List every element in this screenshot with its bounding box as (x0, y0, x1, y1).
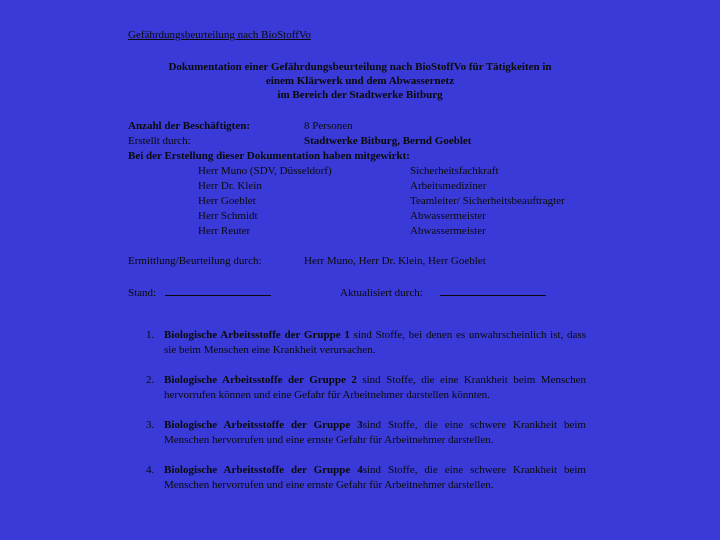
group-heading: Biologische Arbeitsstoffe der Gruppe 4 (164, 464, 363, 476)
group-number: 2. (146, 374, 155, 386)
contributor-name: Herr Goeblet (198, 195, 256, 207)
group-heading: Biologische Arbeitsstoffe der Gruppe 2 (164, 374, 357, 386)
assessment-value: Herr Muno, Herr Dr. Klein, Herr Goeblet (304, 255, 486, 267)
updated-blank-line (440, 285, 546, 296)
document-header: Gefährdungsbeurteilung nach BioStoffVo (128, 29, 311, 41)
contributor-name: Herr Reuter (198, 225, 251, 237)
group-item (146, 328, 586, 358)
created-label: Erstellt durch: (128, 135, 191, 147)
group-description: sind Stoffe, die eine Krankheit beim Menschen hervorrufen können und eine Gefahr für Arbeitnehmer darstellen könnten. (164, 374, 586, 401)
contributor-name: Herr Schmidt (198, 210, 258, 222)
contributor-name: Herr Dr. Klein (198, 180, 262, 192)
group-number: 3. (146, 419, 155, 431)
contributor-role: Arbeitsmediziner (410, 180, 487, 192)
contributor-role: Abwassermeister (410, 225, 486, 237)
contributors-label: Bei der Erstellung dieser Dokumentation haben mitgewirkt: (128, 150, 410, 162)
group-heading: Biologische Arbeitsstoffe der Gruppe 3 (164, 419, 363, 431)
document-title (120, 60, 600, 102)
title-line-2: einem Klärwerk und dem Abwassernetz (265, 75, 455, 87)
stand-blank-line (165, 285, 271, 296)
stand-label: Stand: (128, 287, 157, 299)
group-heading: Biologische Arbeitsstoffe der Gruppe 1 (164, 329, 350, 341)
title-line-1: Dokumentation einer Gefährdungsbeurteilung nach BioStoffVo für Tätigkeiten in (168, 61, 552, 73)
group-number: 1. (146, 329, 155, 341)
group-description: sind Stoffe, die eine schwere Krankheit beim Menschen hervorrufen und eine ernste Gefahr für Arbeitnehmer darstellen. (164, 419, 586, 446)
employees-label: Anzahl der Beschäftigten: (128, 120, 251, 132)
group-item (146, 463, 586, 493)
group-description: sind Stoffe, die eine schwere Krankheit beim Menschen hervorrufen und eine ernste Gefahr für Arbeitnehmer darstellen. (164, 464, 586, 491)
created-value: Stadtwerke Bitburg, Bernd Goeblet (304, 135, 472, 147)
group-item (146, 373, 586, 403)
updated-label: Aktualisiert durch: (340, 287, 423, 299)
contributor-role: Teamleiter/ Sicherheitsbeauftragter (410, 195, 565, 207)
contributor-role: Abwassermeister (410, 210, 486, 222)
employees-value: 8 Personen (304, 120, 353, 132)
updated-field (340, 285, 546, 300)
group-item (146, 418, 586, 448)
contributor-name: Herr Muno (SDV, Düsseldorf) (198, 165, 332, 177)
contributor-role: Sicherheitsfachkraft (410, 165, 499, 177)
title-line-3: im Bereich der Stadtwerke Bitburg (277, 89, 443, 101)
group-description: sind Stoffe, bei denen es unwahrscheinlich ist, dass sie beim Menschen eine Krankheit verursachen. (164, 329, 586, 356)
assessment-label: Ermittlung/Beurteilung durch: (128, 255, 262, 267)
group-number: 4. (146, 464, 155, 476)
stand-field (128, 285, 271, 300)
